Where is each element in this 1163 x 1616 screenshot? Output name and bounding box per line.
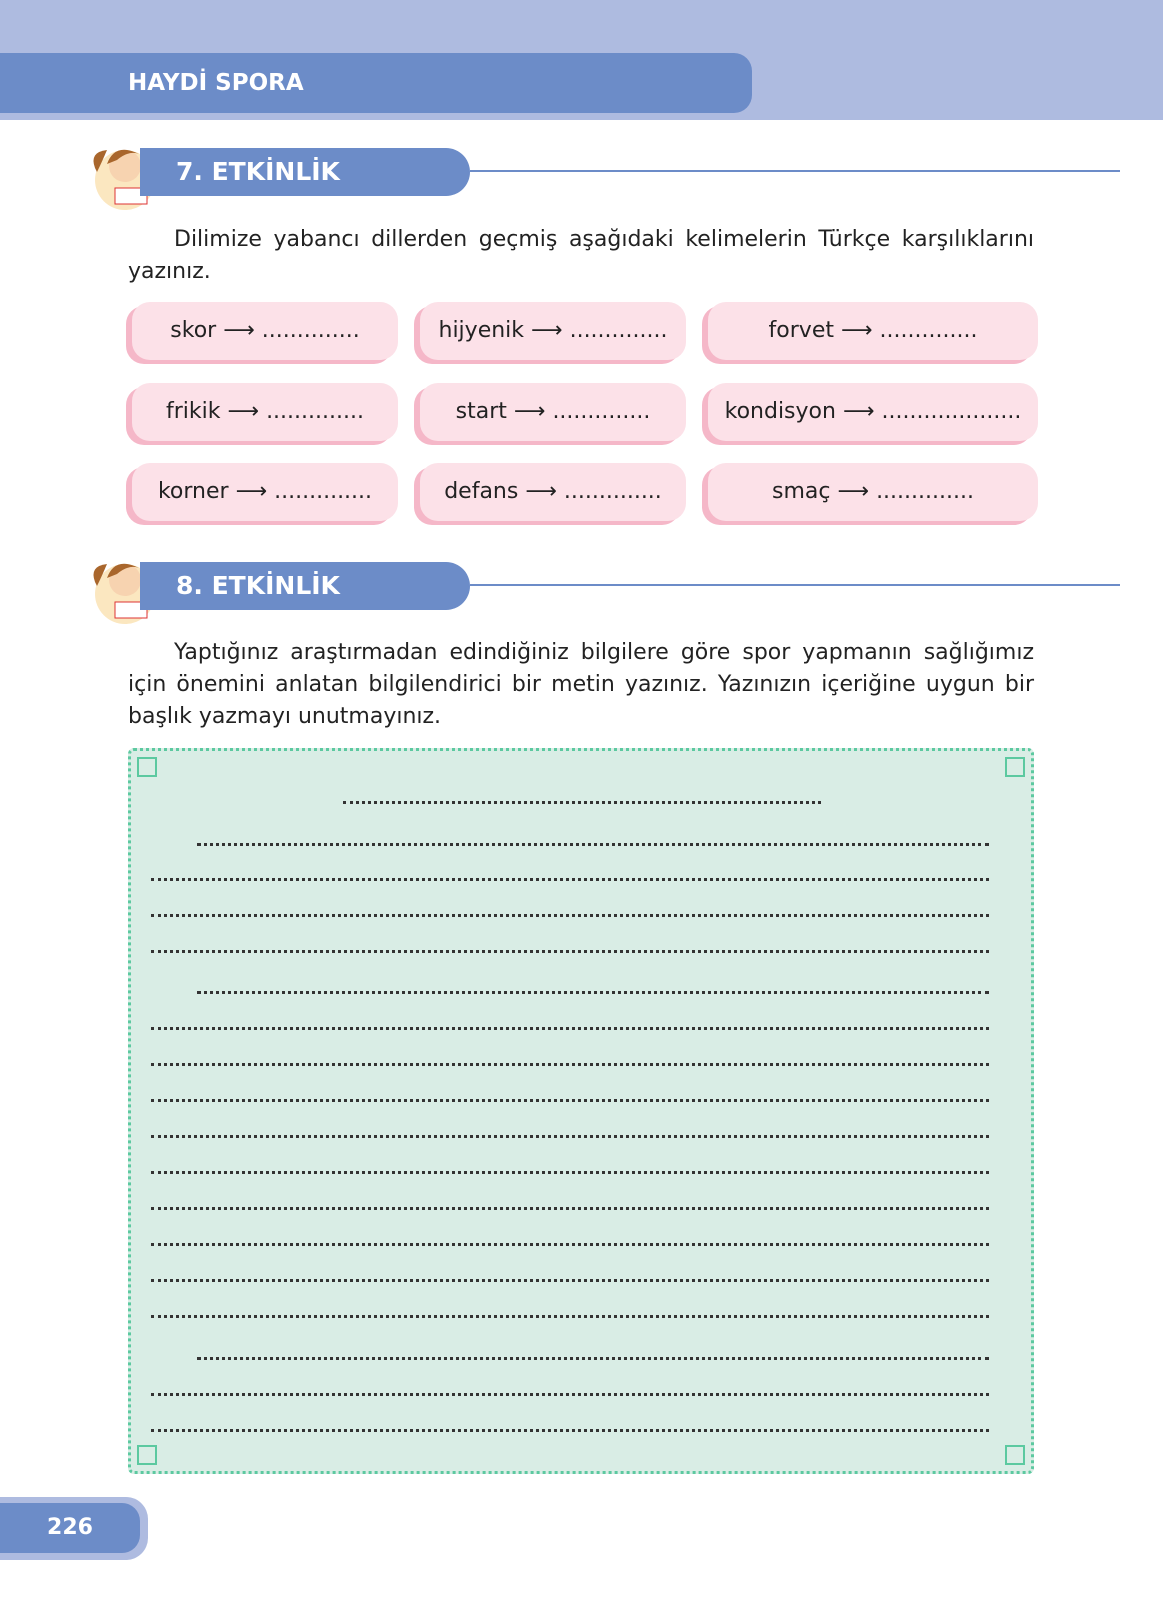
writing-line[interactable]	[151, 1429, 989, 1432]
word: smaç	[772, 479, 831, 504]
writing-area[interactable]	[128, 748, 1034, 1474]
title-line[interactable]	[343, 801, 821, 804]
word-box[interactable]	[420, 463, 686, 521]
arrow-icon: ⟶	[837, 479, 870, 504]
word: frikik	[166, 399, 221, 424]
divider	[470, 584, 1120, 586]
instruction-text: Yaptığınız araştırmadan edindiğiniz bilgilere göre spor yapmanın sağlığımız için önemini anlatan bilgilendirici bir metin yazınız. Yazınızın içeriğine uygun bir başlık yazmayı unutmayınız.	[128, 640, 1034, 729]
word-box[interactable]	[420, 383, 686, 441]
writing-line[interactable]	[197, 991, 989, 994]
corner-ornament	[137, 1445, 157, 1465]
answer-blank[interactable]: ..............	[261, 318, 360, 343]
word: forvet	[768, 318, 834, 343]
writing-line[interactable]	[151, 1135, 989, 1138]
arrow-icon: ⟶	[840, 318, 873, 343]
word: start	[455, 399, 507, 424]
writing-line[interactable]	[151, 878, 989, 881]
word: skor	[170, 318, 217, 343]
chapter-header: HAYDİ SPORA	[0, 53, 752, 113]
arrow-icon: ⟶	[235, 479, 268, 504]
corner-ornament	[137, 757, 157, 777]
answer-blank[interactable]: ..............	[876, 479, 974, 504]
writing-line[interactable]	[151, 1315, 989, 1318]
activity-7-heading	[85, 138, 1035, 198]
writing-line[interactable]	[151, 950, 989, 953]
activity-8-heading	[85, 552, 1035, 612]
answer-blank[interactable]: ....................	[881, 399, 1022, 424]
answer-blank[interactable]: ..............	[274, 479, 373, 504]
writing-line[interactable]	[151, 1171, 989, 1174]
word-box[interactable]	[420, 302, 686, 360]
arrow-icon: ⟶	[842, 399, 875, 424]
writing-line[interactable]	[151, 1063, 989, 1066]
word: kondisyon	[724, 399, 836, 424]
page-number-tab	[0, 1497, 148, 1560]
writing-line[interactable]	[151, 914, 989, 917]
word-box[interactable]	[132, 383, 398, 441]
activity-7-instruction	[128, 224, 1034, 288]
page-number: 226	[0, 1503, 140, 1553]
arrow-icon: ⟶	[227, 399, 260, 424]
writing-line[interactable]	[197, 843, 989, 846]
word-box[interactable]	[708, 302, 1038, 360]
activity-title: 7. ETKİNLİK	[140, 148, 470, 196]
arrow-icon: ⟶	[525, 479, 557, 504]
activity-8-instruction	[128, 637, 1034, 733]
answer-blank[interactable]: ..............	[266, 399, 364, 424]
writing-line[interactable]	[151, 1279, 989, 1282]
corner-ornament	[1005, 1445, 1025, 1465]
arrow-icon: ⟶	[531, 318, 563, 343]
answer-blank[interactable]: ..............	[879, 318, 978, 343]
writing-line[interactable]	[151, 1207, 989, 1210]
word: defans	[444, 479, 519, 504]
answer-blank[interactable]: ..............	[569, 318, 668, 343]
answer-blank[interactable]: ..............	[552, 399, 651, 424]
divider	[470, 170, 1120, 172]
word: korner	[157, 479, 229, 504]
arrow-icon: ⟶	[513, 399, 546, 424]
corner-ornament	[1005, 757, 1025, 777]
writing-line[interactable]	[151, 1393, 989, 1396]
writing-line[interactable]	[151, 1243, 989, 1246]
writing-line[interactable]	[151, 1099, 989, 1102]
word-box[interactable]	[132, 463, 398, 521]
instruction-text: Dilimize yabancı dillerden geçmiş aşağıdaki kelimelerin Türkçe karşılıklarını yazınız.	[128, 227, 1034, 284]
writing-line[interactable]	[151, 1027, 989, 1030]
writing-line[interactable]	[197, 1357, 989, 1360]
arrow-icon: ⟶	[223, 318, 255, 343]
word-box[interactable]	[132, 302, 398, 360]
answer-blank[interactable]: ..............	[563, 479, 662, 504]
word: hijyenik	[438, 318, 525, 343]
word-box[interactable]	[708, 463, 1038, 521]
word-box[interactable]	[708, 383, 1038, 441]
activity-title: 8. ETKİNLİK	[140, 562, 470, 610]
